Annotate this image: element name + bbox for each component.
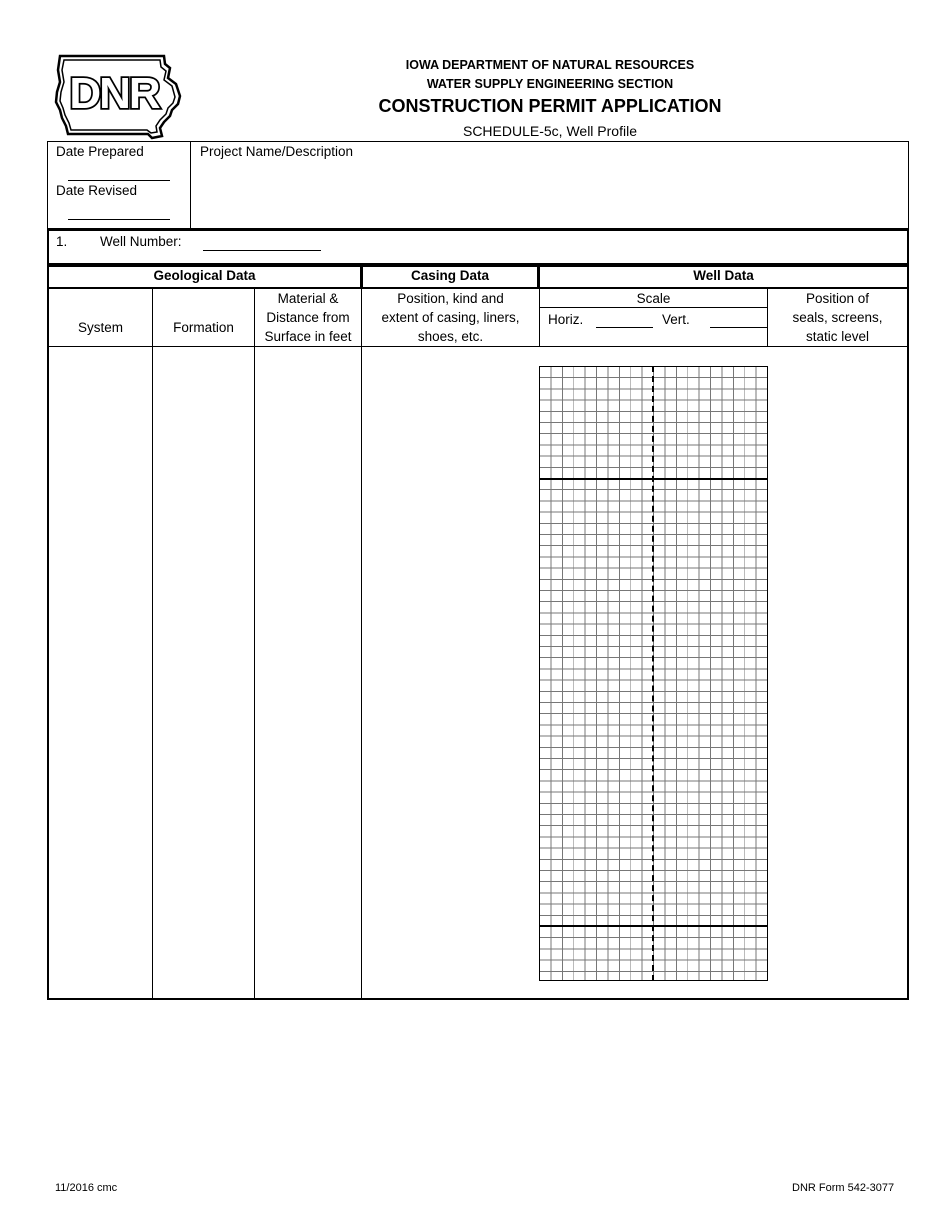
material-header-line2: Distance from bbox=[266, 310, 350, 325]
geological-data-header: Geological Data bbox=[153, 268, 256, 283]
position-header-line1: Position of bbox=[805, 291, 870, 306]
casing-header-line3: shoes, etc. bbox=[417, 329, 484, 344]
section-name: WATER SUPPLY ENGINEERING SECTION bbox=[426, 77, 674, 91]
horiz-scale-field[interactable] bbox=[596, 327, 653, 328]
system-column-header: System bbox=[77, 320, 123, 335]
logo-text: DNR bbox=[69, 69, 159, 118]
project-description-label: Project Name/Description bbox=[200, 144, 354, 159]
vert-scale-field[interactable] bbox=[710, 327, 767, 328]
agency-name: IOWA DEPARTMENT OF NATURAL RESOURCES bbox=[405, 58, 695, 72]
casing-header-line1: Position, kind and bbox=[397, 291, 504, 306]
footer-form-number: DNR Form 542-3077 bbox=[792, 1182, 895, 1194]
material-header-line1: Material & bbox=[277, 291, 339, 306]
date-revised-label: Date Revised bbox=[56, 183, 138, 198]
dnr-logo bbox=[52, 52, 187, 140]
well-data-header: Well Data bbox=[693, 268, 754, 283]
horiz-label: Horiz. bbox=[548, 312, 584, 327]
date-prepared-field[interactable] bbox=[68, 180, 170, 181]
well-centerline bbox=[652, 366, 654, 981]
page-subtitle: SCHEDULE-5c, Well Profile bbox=[462, 123, 637, 139]
vert-label: Vert. bbox=[662, 312, 690, 327]
formation-column-header: Formation bbox=[173, 320, 234, 335]
top-info-box bbox=[47, 141, 909, 229]
well-number-field[interactable] bbox=[203, 250, 321, 251]
position-header-line2: seals, screens, bbox=[792, 310, 883, 325]
date-prepared-label: Date Prepared bbox=[56, 144, 144, 159]
footer-date-code: 11/2016 cmc bbox=[55, 1182, 118, 1194]
well-number-label: Well Number: bbox=[100, 234, 182, 249]
page-title: CONSTRUCTION PERMIT APPLICATION bbox=[378, 96, 722, 116]
position-header-line3: static level bbox=[805, 329, 870, 344]
well-profile-table bbox=[47, 265, 909, 1000]
date-revised-field[interactable] bbox=[68, 219, 170, 220]
material-header-line3: Surface in feet bbox=[264, 329, 352, 344]
casing-header-line2: extent of casing, liners, bbox=[381, 310, 520, 325]
scale-header: Scale bbox=[636, 291, 671, 306]
item-number: 1. bbox=[56, 234, 68, 249]
casing-data-header: Casing Data bbox=[410, 268, 490, 283]
